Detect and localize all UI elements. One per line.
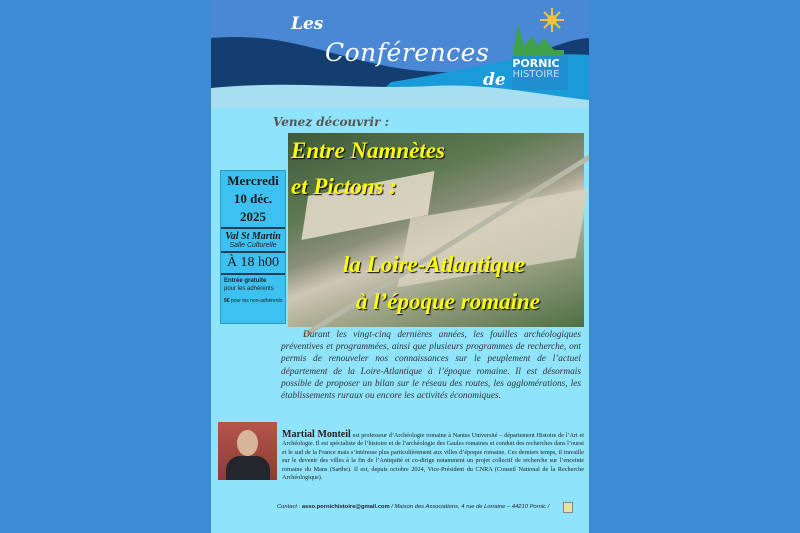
event-year: 2025 [240,209,266,224]
logo-text [505,58,567,80]
contact-email[interactable]: asso.pornichistoire@gmail.com [301,504,390,510]
poster [211,0,589,533]
entry-members: pour les adhérents [224,286,274,292]
event-time: À 18 h00 [226,255,280,270]
event-place: Val St Martin [225,231,281,242]
price: 5€ [224,298,230,304]
header-de: de [483,70,506,90]
title-line-4: à l’époque romaine [356,289,540,314]
price-nonmembers: pour les non-adhérents [229,298,283,304]
entry-info [221,277,285,293]
logo-histoire: HISTOIRE [512,69,560,80]
contact-address: / Maison des Associations, 4 rue de Lorraine – 44210 Pornic / [389,504,550,510]
event-info-box [220,170,286,324]
header-title: Conférences [325,38,490,67]
event-day: Mercredi [227,173,279,188]
speaker-photo [218,422,277,480]
entry-free: Entrée gratuite [224,278,267,284]
contact-label: Contact : [277,504,302,510]
title-line-1: Entre Namnètes [291,138,445,163]
description: Durant les vingt-cinq dernières années, les fouilles archéologiques préventives et programmées, ainsi que plusieurs programmes de recherche, ont permis de renouveler nos connaissances sur le peuplement de l’actuel département de la Loire-Atlantique à l’époque romaine. Il est désormais possible de proposer un bilan sur le réseau des routes, les agglomérations, les établissements ruraux ou encore les activités économiques. [281,330,581,402]
speaker-name: Martial Monteil [282,429,351,440]
logo-pornic: PORNIC [512,57,560,70]
footer-contact [277,504,549,510]
intro-text: Venez découvrir : [273,115,390,129]
header-les: Les [291,14,324,34]
event-date: 10 déc. [233,191,273,206]
speaker-bio-text: est professeur d’Archéologie romaine à Nantes Université – département Histoire de l’Art et Archéologie. Il est spécialiste de l’histoire et de l’archéologie des Gaules romaines et conduit des recherches dans l’ouest et le sud de la France mais s’intéresse plus particulièrement aux villes d’époque romaine. Ces derniers temps, il travaille sur le devenir des villes à la fin de l’Antiquité et co-dirige notamment un projet collectif de recherche sur l’enceinte romaine du Mans (Sarthe). Il est, depuis octobre 2024, Vice-Président du CNRA (Conseil National de la Recherche Archéologique). [282,432,585,482]
price-info [221,297,285,305]
title-line-3: la Loire-Atlantique [343,252,526,277]
speaker-bio [282,431,584,482]
document-icon [563,502,573,513]
event-room: Salle Culturelle [229,242,277,249]
title-line-2: et Pictons : [291,174,398,199]
